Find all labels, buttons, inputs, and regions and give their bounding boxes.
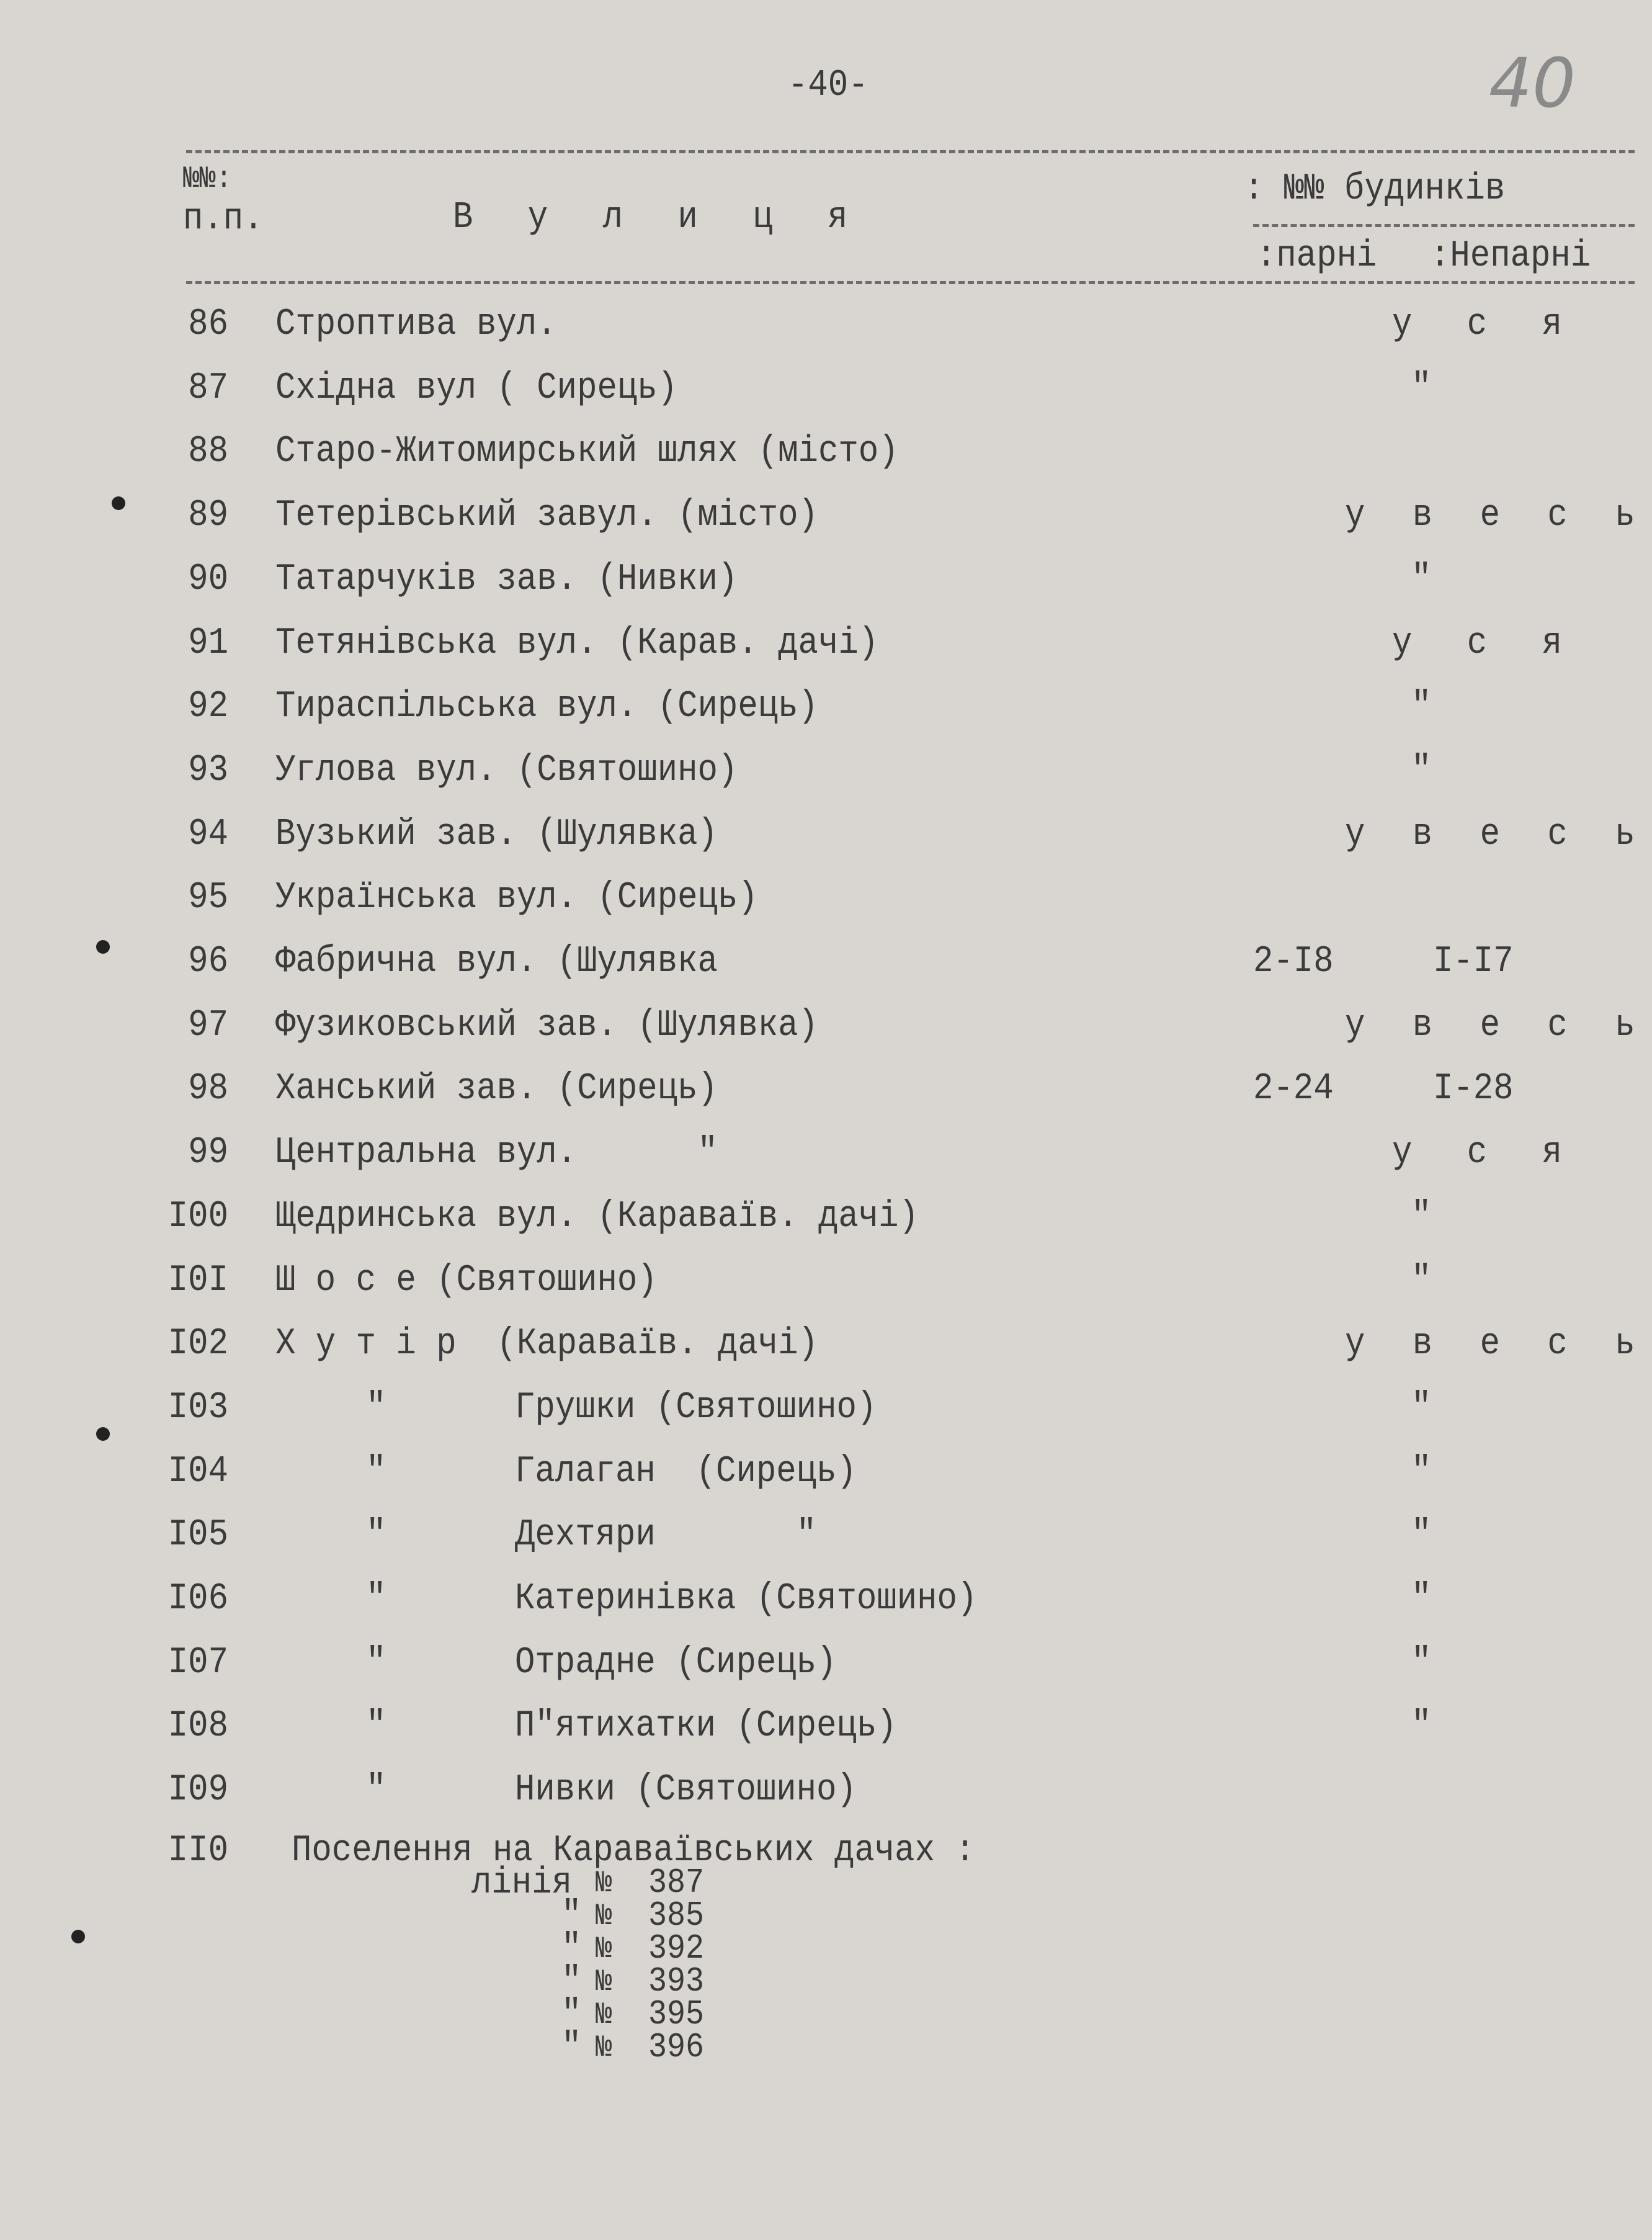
row-number: 90	[188, 558, 228, 601]
ditto-mark: "	[561, 1894, 582, 1938]
ditto-mark: "	[366, 1577, 386, 1621]
line-number: 385	[648, 1896, 705, 1936]
houses-sub-rule	[1253, 224, 1635, 227]
row-number: II0	[167, 1829, 228, 1873]
number-sign: №	[596, 1899, 612, 1934]
ditto-mark: "	[366, 1386, 386, 1430]
street-name: Тетянівська вул. (Карав. дачі)	[275, 622, 879, 665]
line-number: 392	[648, 1929, 705, 1969]
street-name: Фузиковський зав. (Шулявка)	[275, 1004, 818, 1047]
row-number: 93	[188, 749, 228, 792]
punch-hole	[96, 940, 110, 954]
row-number: 99	[188, 1131, 228, 1175]
street-name: Тетерівський завул. (місто)	[275, 494, 818, 537]
header-top-rule	[186, 150, 1635, 153]
ditto-mark: "	[561, 2026, 582, 2069]
punch-hole	[71, 1930, 85, 1943]
row-number: 95	[188, 877, 228, 920]
row-number: 89	[188, 494, 228, 537]
line-number: 387	[648, 1863, 705, 1903]
houses-ditto: "	[1411, 1259, 1432, 1302]
row-number: I08	[167, 1705, 228, 1748]
archive-folio: 40	[1489, 43, 1576, 123]
line-number: 395	[648, 1995, 705, 2035]
houses-all: у с я	[1392, 622, 1580, 665]
row-number: I0I	[167, 1259, 228, 1302]
houses-ditto: "	[1411, 558, 1432, 601]
row-number: I00	[167, 1195, 228, 1238]
street-name: Старо-Житомирський шлях (місто)	[275, 431, 899, 473]
street-name: Вузький зав. (Шулявка)	[275, 813, 718, 856]
row-number: 91	[188, 622, 228, 665]
street-name: Ш о с е (Святошино)	[275, 1259, 658, 1302]
houses-all: у в е с ь	[1345, 1323, 1649, 1366]
punch-hole	[112, 496, 125, 510]
houses-ditto: "	[1411, 1195, 1432, 1238]
street-name: Галаган (Сирець)	[515, 1450, 857, 1493]
num-header-2: п.п.	[183, 197, 264, 241]
houses-ditto: "	[1411, 1450, 1432, 1493]
street-name: Дехтяри "	[515, 1514, 817, 1557]
row-number: 87	[188, 367, 228, 410]
houses-ditto: "	[1411, 367, 1432, 410]
street-name: Українська вул. (Сирець)	[275, 877, 758, 920]
row-number: 94	[188, 813, 228, 856]
row-number: 96	[188, 940, 228, 983]
street-name: Тираспільська вул. (Сирець)	[275, 686, 818, 728]
row-number: 92	[188, 686, 228, 728]
number-sign: №	[596, 1932, 612, 1967]
houses-header: : №№ будинків	[1244, 168, 1506, 211]
row-number: I09	[167, 1768, 228, 1812]
row-number: I05	[167, 1514, 228, 1557]
row-number: I03	[167, 1386, 228, 1430]
houses-even: 2-I8	[1253, 940, 1334, 983]
houses-ditto: "	[1411, 1641, 1432, 1684]
street-name: Поселення на Караваївських дачах :	[292, 1829, 975, 1873]
ditto-mark: "	[366, 1450, 386, 1493]
houses-all: у с я	[1392, 303, 1580, 346]
line-number: 396	[648, 2028, 705, 2068]
row-number: 98	[188, 1068, 228, 1111]
row-number: 86	[188, 303, 228, 346]
houses-ditto: "	[1411, 749, 1432, 792]
ditto-mark: "	[366, 1514, 386, 1557]
ditto-mark: "	[366, 1641, 386, 1684]
street-name: Щедринська вул. (Караваїв. дачі)	[275, 1195, 919, 1238]
row-number: I07	[167, 1641, 228, 1684]
row-number: I04	[167, 1450, 228, 1493]
row-number: I02	[167, 1323, 228, 1366]
page-number: -40-	[788, 64, 868, 107]
houses-all: у в е с ь	[1345, 1004, 1649, 1047]
street-name: Углова вул. (Святошино)	[275, 749, 738, 792]
street-name: Східна вул ( Сирець)	[275, 367, 678, 410]
punch-hole	[96, 1427, 110, 1441]
ditto-mark: "	[366, 1768, 386, 1812]
houses-odd: I-I7	[1433, 940, 1514, 983]
odd-header: :Непарні	[1430, 235, 1591, 278]
houses-ditto: "	[1411, 1705, 1432, 1748]
street-name: Фабрична вул. (Шулявка	[275, 940, 718, 983]
street-name: Грушки (Святошино)	[515, 1386, 877, 1430]
ditto-mark: "	[561, 1927, 582, 1971]
row-number: 97	[188, 1004, 228, 1047]
houses-all: у с я	[1392, 1131, 1580, 1175]
houses-ditto: "	[1411, 686, 1432, 728]
header-bottom-rule	[186, 281, 1635, 284]
houses-even: 2-24	[1253, 1068, 1334, 1111]
houses-odd: I-28	[1433, 1068, 1514, 1111]
ditto-mark: "	[561, 1960, 582, 2004]
number-sign: №	[596, 2030, 612, 2066]
row-number: I06	[167, 1577, 228, 1621]
houses-all: у в е с ь	[1345, 494, 1649, 537]
houses-ditto: "	[1411, 1514, 1432, 1557]
houses-ditto: "	[1411, 1577, 1432, 1621]
even-header: :парні	[1256, 235, 1377, 278]
street-name: Татарчуків зав. (Нивки)	[275, 558, 738, 601]
street-name: Х у т і р (Караваїв. дачі)	[275, 1323, 818, 1366]
num-header-1: №№:	[183, 161, 233, 197]
street-header: В у л и ц я	[453, 196, 865, 240]
lines-label: лінія	[471, 1861, 573, 1905]
street-name: Катеринівка (Святошино)	[515, 1577, 978, 1621]
street-name: П"ятихатки (Сирець)	[515, 1705, 897, 1748]
street-name: Строптива вул.	[275, 303, 557, 346]
row-number: 88	[188, 431, 228, 473]
line-number: 393	[648, 1962, 705, 2002]
street-name: Отрадне (Сирець)	[515, 1641, 837, 1684]
number-sign: №	[596, 1866, 612, 1901]
ditto-mark: "	[366, 1705, 386, 1748]
street-name: Ханський зав. (Сирець)	[275, 1068, 718, 1111]
ditto-mark: "	[561, 1993, 582, 2036]
houses-all: у в е с ь	[1345, 813, 1649, 856]
number-sign: №	[596, 1964, 612, 2000]
street-name: Нивки (Святошино)	[515, 1768, 857, 1812]
number-sign: №	[596, 1997, 612, 2033]
street-name: Центральна вул. "	[275, 1131, 718, 1175]
houses-ditto: "	[1411, 1386, 1432, 1430]
